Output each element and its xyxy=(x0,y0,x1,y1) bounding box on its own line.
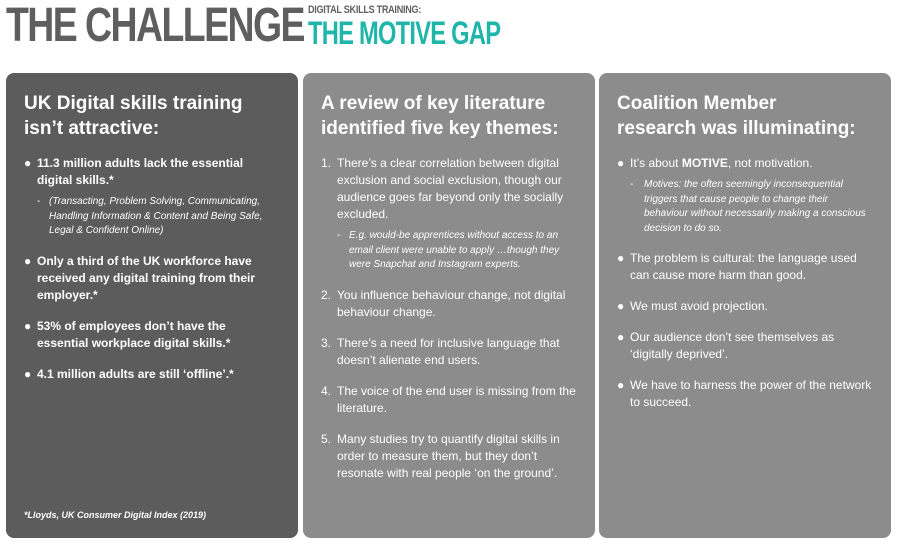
list-item-text: There’s a clear correlation between digital exclusion and social exclusion, though our audience goes far beyond only the socially excluded. xyxy=(337,156,564,221)
panel-title-line: UK Digital skills training xyxy=(24,93,243,114)
list-item-text: The problem is cultural: the language used can cause more harm than good. xyxy=(630,251,857,282)
list-number: 3. xyxy=(321,335,332,350)
footnote: *Lloyds, UK Consumer Digital Index (2019) xyxy=(24,510,207,520)
list-item xyxy=(24,366,280,383)
panel-uk-digital-skills xyxy=(6,73,298,538)
numbered-list xyxy=(321,155,577,482)
list-item xyxy=(321,287,577,321)
sub-note xyxy=(37,195,280,239)
bullet-list xyxy=(24,155,280,383)
list-item-text: Many studies try to quantify digital skills in order to measure them, but they don’t resonate with real people ‘on the ground’. xyxy=(337,431,560,480)
list-item-text: Only a third of the UK workforce have received any digital training from their employer.* xyxy=(37,253,256,302)
dash-icon: - xyxy=(337,230,341,241)
list-item xyxy=(24,155,280,239)
panel-literature-review xyxy=(303,73,595,538)
sub-note xyxy=(630,178,873,236)
panel-title-line: isn’t attractive: xyxy=(24,118,160,139)
list-item xyxy=(24,253,280,304)
panel-coalition-research xyxy=(599,73,891,538)
list-number: 5. xyxy=(321,431,332,446)
list-item-text: 53% of employees don’t have the essential workplace digital skills.* xyxy=(37,318,231,350)
list-item-text: We must avoid projection. xyxy=(630,299,768,313)
bullet-icon: ● xyxy=(617,330,625,344)
panel-title-line: research was illuminating: xyxy=(617,118,856,139)
bullet-list xyxy=(617,155,873,411)
sub-note-text: E.g. would-be apprentices without access to an email client were unable to apply …though they were Snapchat and Instagram experts. xyxy=(349,230,560,270)
list-item xyxy=(617,377,873,411)
bullet-icon: ● xyxy=(617,156,625,170)
list-item-text: You influence behaviour change, not digital behaviour change. xyxy=(337,287,566,319)
bullet-icon: ● xyxy=(24,366,32,381)
list-item xyxy=(617,298,873,315)
list-item-text: Our audience don’t see themselves as ‘digitally deprived’. xyxy=(630,330,835,361)
list-item-text: There’s a need for inclusive language that doesn’t alienate end users. xyxy=(337,335,560,367)
list-item-text: We have to harness the power of the network to succeed. xyxy=(630,378,872,409)
list-item-text: 4.1 million adults are still ‘offline’.* xyxy=(37,366,234,381)
bullet-icon: ● xyxy=(24,318,32,333)
list-item xyxy=(321,431,577,482)
panel-title-line: Coalition Member xyxy=(617,93,777,114)
list-item xyxy=(617,155,873,236)
list-item xyxy=(321,335,577,369)
list-item-text: It’s about xyxy=(630,156,682,170)
bullet-icon: ● xyxy=(617,299,625,313)
page-title: THE CHALLENGE xyxy=(6,0,304,52)
panel-title-line: identified five key themes: xyxy=(321,118,559,139)
list-item xyxy=(24,318,280,352)
list-item-text: , not motivation. xyxy=(727,156,813,170)
sub-note-text: (Transacting, Problem Solving, Communicating, Handling Information & Content and Being Safe, Legal & Confident Online) xyxy=(49,196,263,236)
bullet-icon: ● xyxy=(617,378,625,392)
bullet-icon: ● xyxy=(617,251,625,265)
list-item-text: 11.3 million adults lack the essential digital skills.* xyxy=(37,156,244,187)
list-item-text: The voice of the end user is missing from the literature. xyxy=(337,383,576,415)
panel-title xyxy=(617,91,873,141)
list-item xyxy=(321,383,577,417)
list-item xyxy=(321,155,577,273)
sub-note xyxy=(337,229,577,273)
page-subtitle-big: THE MOTIVE GAP xyxy=(308,15,501,51)
page-subtitle-small: DIGITAL SKILLS TRAINING: xyxy=(308,4,422,16)
bullet-icon: ● xyxy=(24,253,32,268)
panel-title xyxy=(24,91,280,141)
list-number: 2. xyxy=(321,287,332,302)
bullet-icon: ● xyxy=(24,156,32,170)
dash-icon: - xyxy=(37,196,41,207)
emphasis-text: MOTIVE xyxy=(681,156,728,170)
list-item xyxy=(617,329,873,363)
panel-title-line: A review of key literature xyxy=(321,93,546,114)
list-number: 1. xyxy=(321,156,332,170)
panel-title xyxy=(321,91,577,141)
list-item xyxy=(617,250,873,284)
sub-note-text: Motives: the often seemingly inconsequential triggers that cause people to change their behaviour without necessarily making a conscious decision to do so. xyxy=(644,179,866,234)
list-number: 4. xyxy=(321,383,332,398)
dash-icon: - xyxy=(630,179,634,190)
